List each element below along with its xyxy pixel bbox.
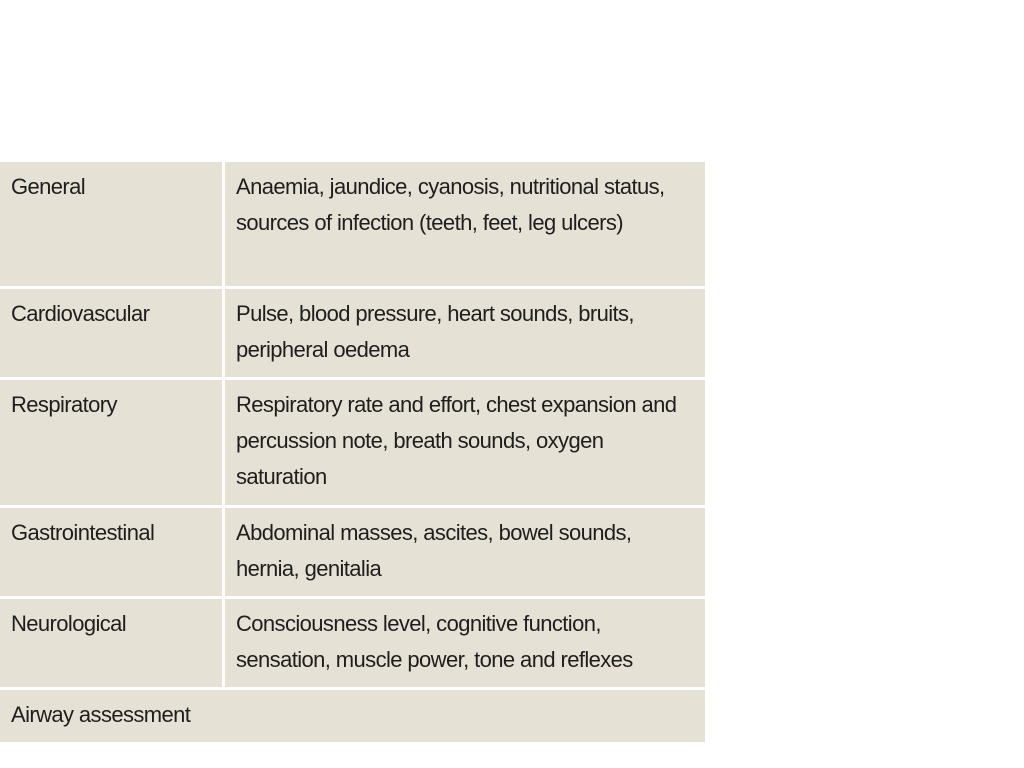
- system-label: Gastrointestinal: [0, 508, 225, 596]
- system-label: Respiratory: [0, 380, 225, 505]
- table-row-airway-assessment: [0, 690, 705, 742]
- system-label: Cardiovascular: [0, 289, 225, 377]
- system-label: Neurological: [0, 599, 225, 687]
- table-row-cardiovascular: [0, 289, 705, 380]
- examination-table: [0, 162, 705, 742]
- table-row-gastrointestinal: [0, 508, 705, 599]
- table-row-general: [0, 162, 705, 289]
- system-findings: Anaemia, jaundice, cyanosis, nutritional status, sources of infection (teeth, feet, leg ulcers): [236, 174, 665, 235]
- table-row-neurological: [0, 599, 705, 690]
- system-findings: Respiratory rate and effort, chest expansion and percussion note, breath sounds, oxygen saturation: [236, 392, 677, 489]
- system-findings: Abdominal masses, ascites, bowel sounds, hernia, genitalia: [236, 520, 632, 581]
- system-findings: Pulse, blood pressure, heart sounds, bruits, peripheral oedema: [236, 301, 634, 362]
- system-findings: Consciousness level, cognitive function, sensation, muscle power, tone and reflexes: [236, 611, 633, 672]
- system-label: General: [0, 162, 225, 286]
- airway-assessment-label: Airway assessment: [11, 702, 191, 727]
- table-row-respiratory: [0, 380, 705, 508]
